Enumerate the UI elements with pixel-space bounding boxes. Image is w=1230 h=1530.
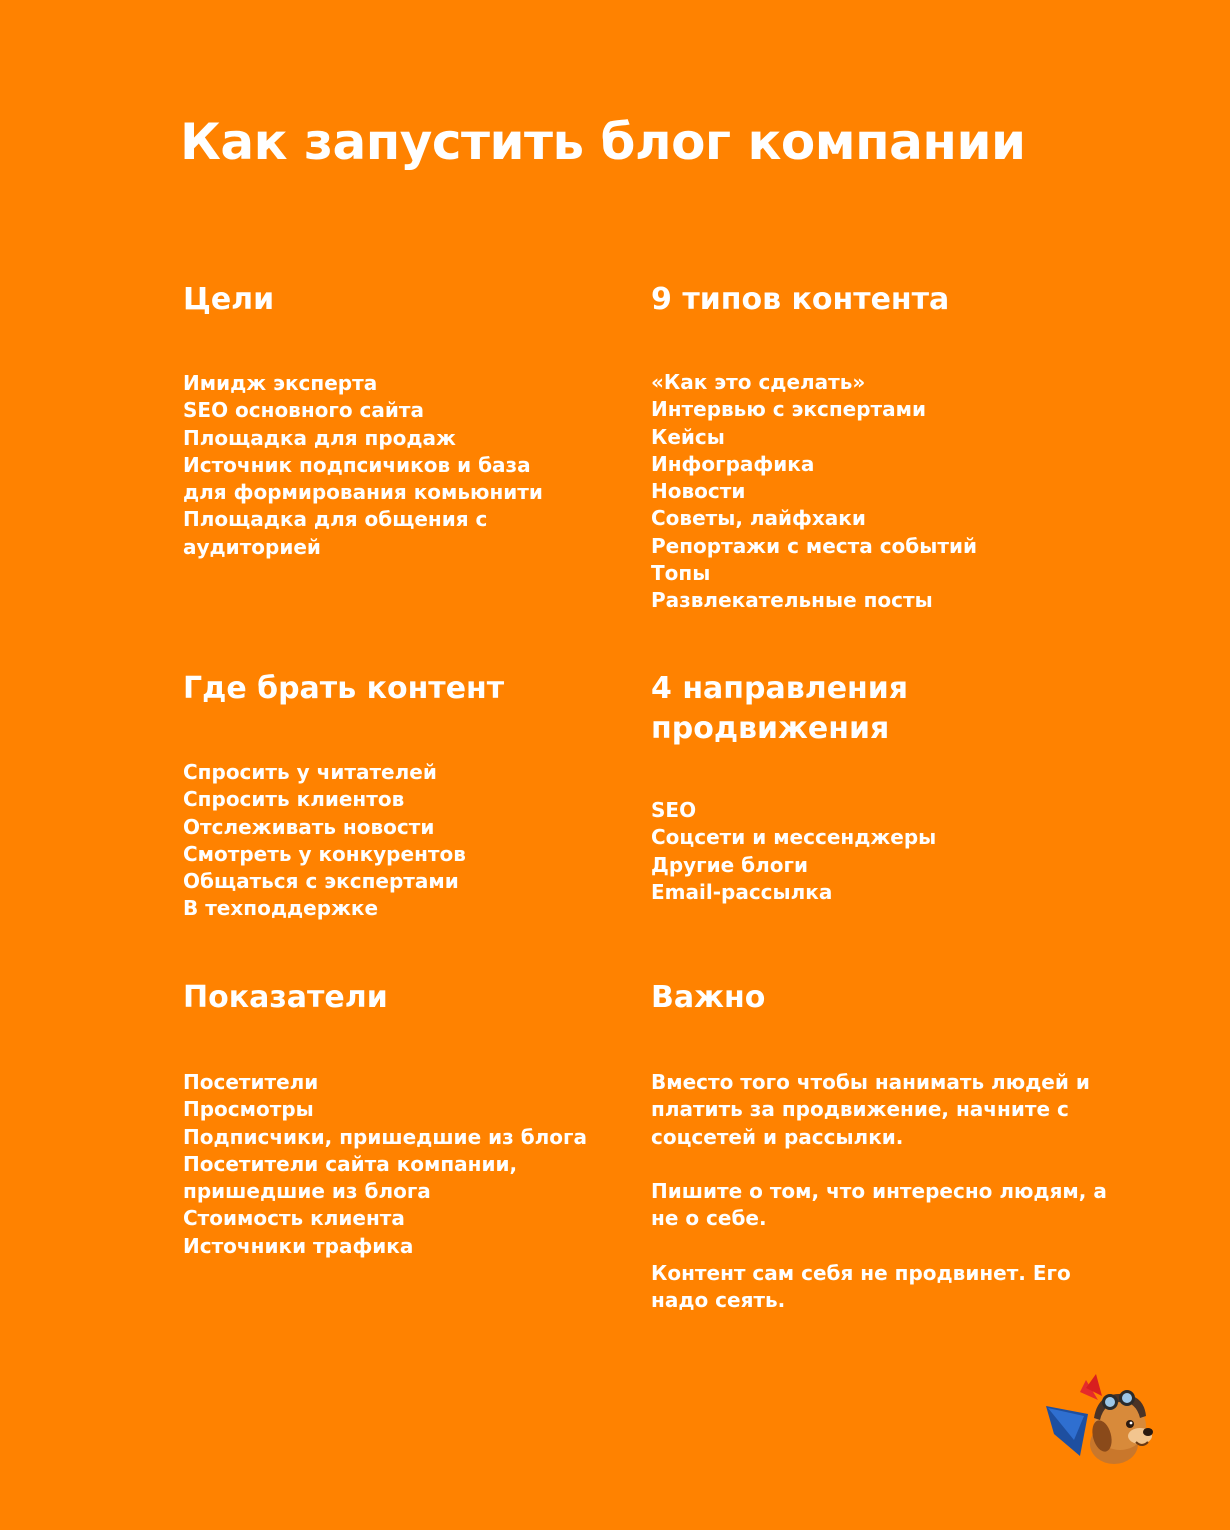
section-heading-content-types: 9 типов контента (651, 282, 950, 317)
list-item: Общаться с экспертами (183, 869, 459, 894)
goals-list (183, 370, 653, 561)
list-item: Кейсы (651, 424, 725, 449)
section-heading-promotion (651, 669, 1111, 749)
list-item: В техподдержке (183, 896, 379, 921)
list-item: SEO основного сайта (183, 398, 425, 423)
page-title: Как запустить блог компании (180, 113, 1026, 171)
section-important (651, 978, 1111, 1313)
list-item: Другие блоги (651, 852, 808, 877)
list-item: пришедшие из блога (183, 1179, 431, 1204)
list-item: Спросить клиентов (183, 787, 405, 812)
list-item: аудиторией (183, 534, 321, 559)
list-item: Подписчики, пришедшие из блога (183, 1124, 587, 1149)
content-sources-list (183, 759, 653, 923)
list-item: Площадка для продаж (183, 425, 456, 450)
list-item: Имидж эксперта (183, 371, 378, 395)
list-item: Топы (651, 561, 711, 586)
list-item: Смотреть у конкурентов (183, 841, 466, 866)
section-promotion (651, 669, 1111, 904)
list-item: Соцсети и мессенджеры (651, 825, 937, 850)
list-item: Источники трафика (183, 1233, 414, 1258)
section-heading-metrics: Показатели (183, 980, 388, 1015)
heading-line: продвижения (651, 711, 890, 746)
content-types-list (651, 369, 1121, 615)
list-item: Источник подпсичиков и база (183, 452, 531, 477)
metrics-list (183, 1069, 653, 1260)
flying-dog-pilot-mascot-icon (1040, 1370, 1160, 1470)
list-item: Спросить у читателей (183, 760, 437, 784)
important-paragraph: Контент сам себя не продвинет. Его надо сеять. (651, 1261, 1071, 1313)
list-item: Отслеживать новости (183, 814, 435, 839)
list-item: Советы, лайфхаки (651, 506, 866, 531)
important-paragraph: Пишите о том, что интересно людям, а не о себе. (651, 1179, 1107, 1231)
list-item: SEO (651, 798, 697, 822)
important-paragraph: Вместо того чтобы нанимать людей и платить за продвижение, начните с соцсетей и рассылки. (651, 1070, 1090, 1149)
section-content-sources (183, 669, 643, 921)
list-item: Новости (651, 479, 746, 504)
section-metrics (183, 978, 643, 1258)
section-content-types (651, 280, 1111, 613)
list-item: для формирования комьюнити (183, 480, 543, 505)
section-heading-content-sources: Где брать контент (183, 671, 505, 706)
list-item: Стоимость клиента (183, 1206, 405, 1231)
section-goals (183, 280, 643, 559)
list-item: Развлекательные посты (651, 588, 933, 613)
list-item: Посетители сайта компании, (183, 1151, 518, 1176)
section-heading-goals: Цели (183, 282, 275, 317)
list-item: Просмотры (183, 1097, 314, 1122)
list-item: Посетители (183, 1070, 319, 1094)
list-item: Репортажи с места событий (651, 533, 977, 558)
list-item: Инфографика (651, 451, 815, 476)
list-item: «Как это сделать» (651, 370, 866, 394)
heading-line: 4 направления (651, 671, 909, 706)
list-item: Интервью с экспертами (651, 397, 926, 422)
promotion-list (651, 797, 1121, 906)
important-notes (651, 1069, 1121, 1342)
list-item: Площадка для общения с (183, 507, 488, 532)
list-item: Email-рассылка (651, 879, 833, 904)
section-heading-important: Важно (651, 980, 766, 1015)
